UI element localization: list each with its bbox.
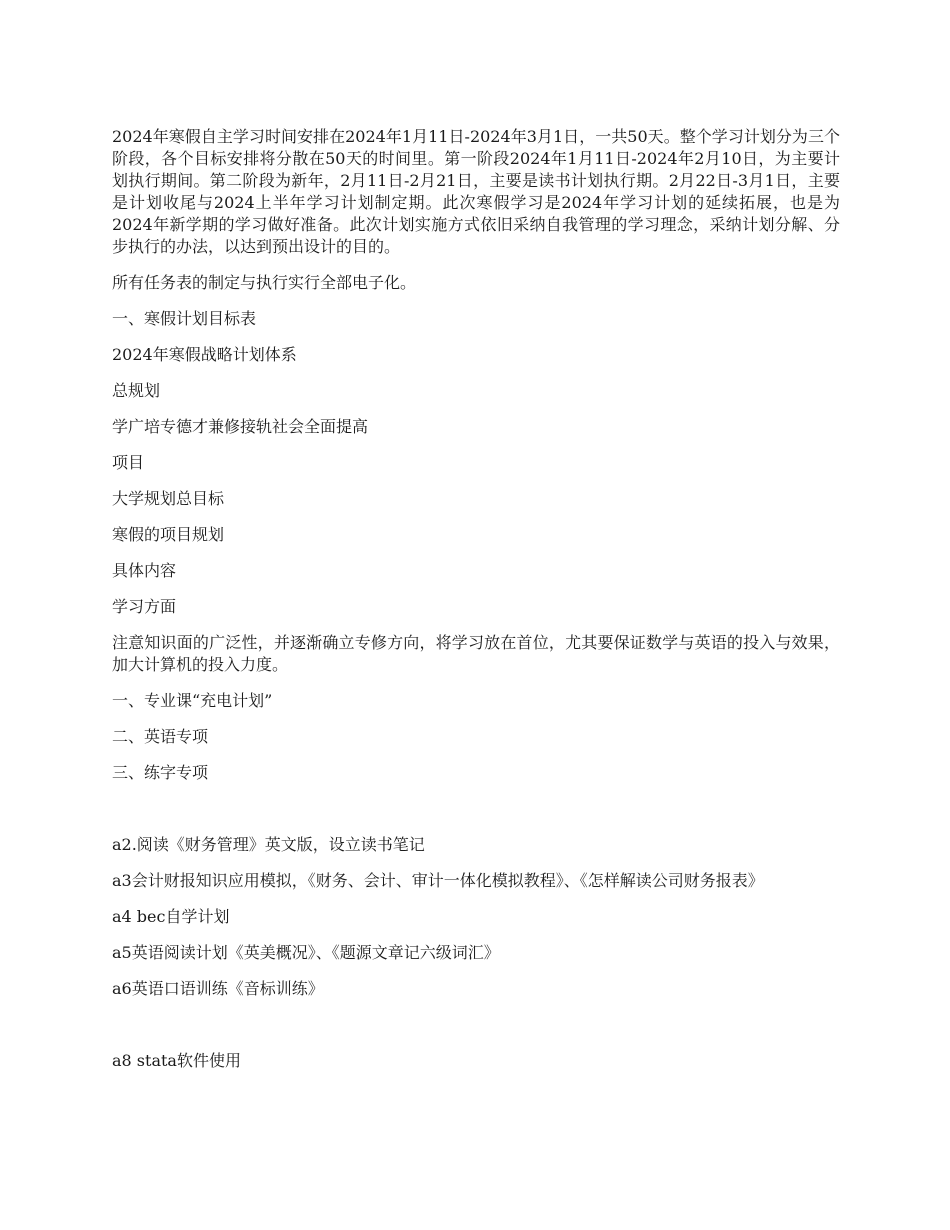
spacer: [112, 1014, 840, 1050]
intro-paragraph: 2024年寒假自主学习时间安排在2024年1月11日-2024年3月1日，一共50天。整个学习计划分为三个阶段，各个目标安排将分散在50天的时间里。第一阶段2024年1月11日-2024年2月10日，为主要计划执行期间。第二阶段为新年，2月11日-2月21日，主要是读书计划执行期。2月22日-3月1日，主要是计划收尾与2024上半年学习计划制定期。此次寒假学习是2024年学习计划的延续拓展，也是为2024年新学期的学习做好准备。此次计划实施方式依旧采纳自我管理的学习理念，采纳计划分解、分步执行的办法，以达到预出设计的目的。: [112, 127, 840, 256]
list-item: 一、专业课“充电计划”: [112, 691, 273, 710]
task-item: a6英语口语训练《音标训练》: [112, 979, 324, 998]
document-body: [112, 126, 840, 1086]
study-note-paragraph: 注意知识面的广泛性，并逐渐确立专修方向，将学习放在首位，尤其要保证数学与英语的投入与效果，加大计算机的投入力度。: [112, 633, 840, 674]
text-line: 具体内容: [112, 561, 177, 580]
task-item: a3会计财报知识应用模拟，《财务、会计、审计一体化模拟教程》、《怎样解读公司财务报表》: [112, 871, 764, 890]
text-line: 2024年寒假战略计划体系: [112, 345, 297, 364]
text-line: 寒假的项目规划: [112, 525, 225, 544]
list-item: 三、练字专项: [112, 763, 209, 782]
text-line: 项目: [112, 453, 145, 472]
text-line: 总规划: [112, 381, 161, 400]
text-line: 大学规划总目标: [112, 489, 225, 508]
text-line: 所有任务表的制定与执行实行全部电子化。: [112, 273, 417, 292]
text-line: 学广培专德才兼修接轨社会全面提高: [112, 417, 369, 436]
spacer: [112, 798, 840, 834]
task-item: a2.阅读《财务管理》英文版，设立读书笔记: [112, 835, 425, 854]
task-item: a4 bec自学计划: [112, 907, 230, 926]
list-item: 二、英语专项: [112, 727, 209, 746]
text-line: 学习方面: [112, 597, 177, 616]
section-heading: 一、寒假计划目标表: [112, 309, 257, 328]
task-item: a8 stata软件使用: [112, 1051, 241, 1070]
task-item: a5英语阅读计划《英美概况》、《题源文章记六级词汇》: [112, 943, 500, 962]
